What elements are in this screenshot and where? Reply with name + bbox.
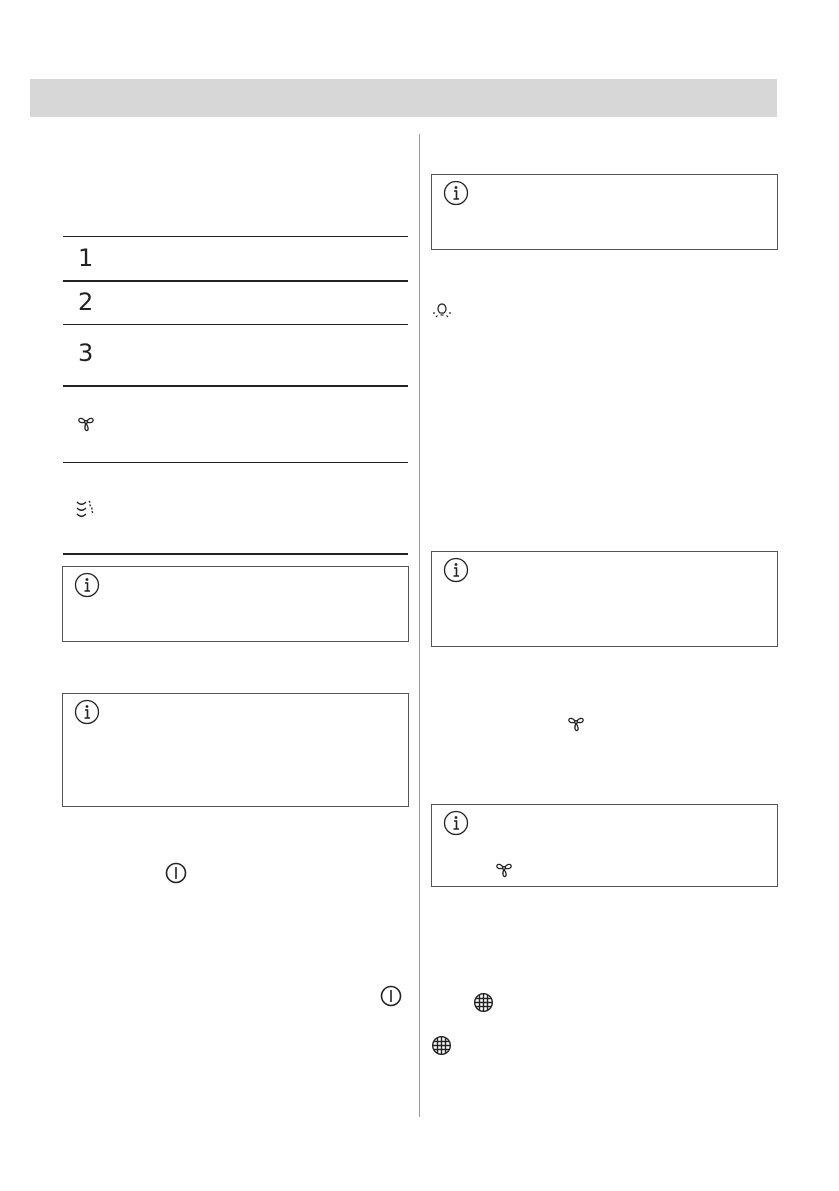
section-header-bar	[30, 79, 777, 117]
power-icon	[165, 862, 187, 884]
steam-icon	[76, 499, 96, 519]
table-rule	[63, 236, 408, 237]
level-3-label: 3	[78, 339, 94, 367]
info-icon	[74, 699, 100, 725]
column-divider	[419, 134, 420, 1117]
info-icon	[443, 180, 469, 206]
info-note-box	[431, 174, 778, 250]
fan-icon	[76, 413, 96, 433]
level-2-label: 2	[78, 288, 94, 316]
info-icon	[443, 810, 469, 836]
table-rule	[63, 553, 408, 555]
info-note-box	[431, 551, 778, 647]
grid-filter-icon	[431, 1035, 452, 1056]
level-1-label: 1	[78, 244, 94, 272]
table-rule	[63, 462, 408, 463]
info-icon	[74, 572, 100, 598]
power-icon	[380, 985, 402, 1007]
info-icon	[443, 557, 469, 583]
table-rule	[63, 385, 408, 387]
light-bulb-icon	[431, 301, 453, 321]
info-note-box	[62, 693, 409, 807]
table-rule	[63, 324, 408, 325]
fan-icon	[494, 859, 514, 879]
info-note-box	[62, 566, 409, 642]
info-note-box	[431, 804, 778, 887]
fan-icon	[566, 713, 586, 733]
grid-filter-icon	[473, 992, 494, 1013]
table-rule	[63, 280, 408, 282]
